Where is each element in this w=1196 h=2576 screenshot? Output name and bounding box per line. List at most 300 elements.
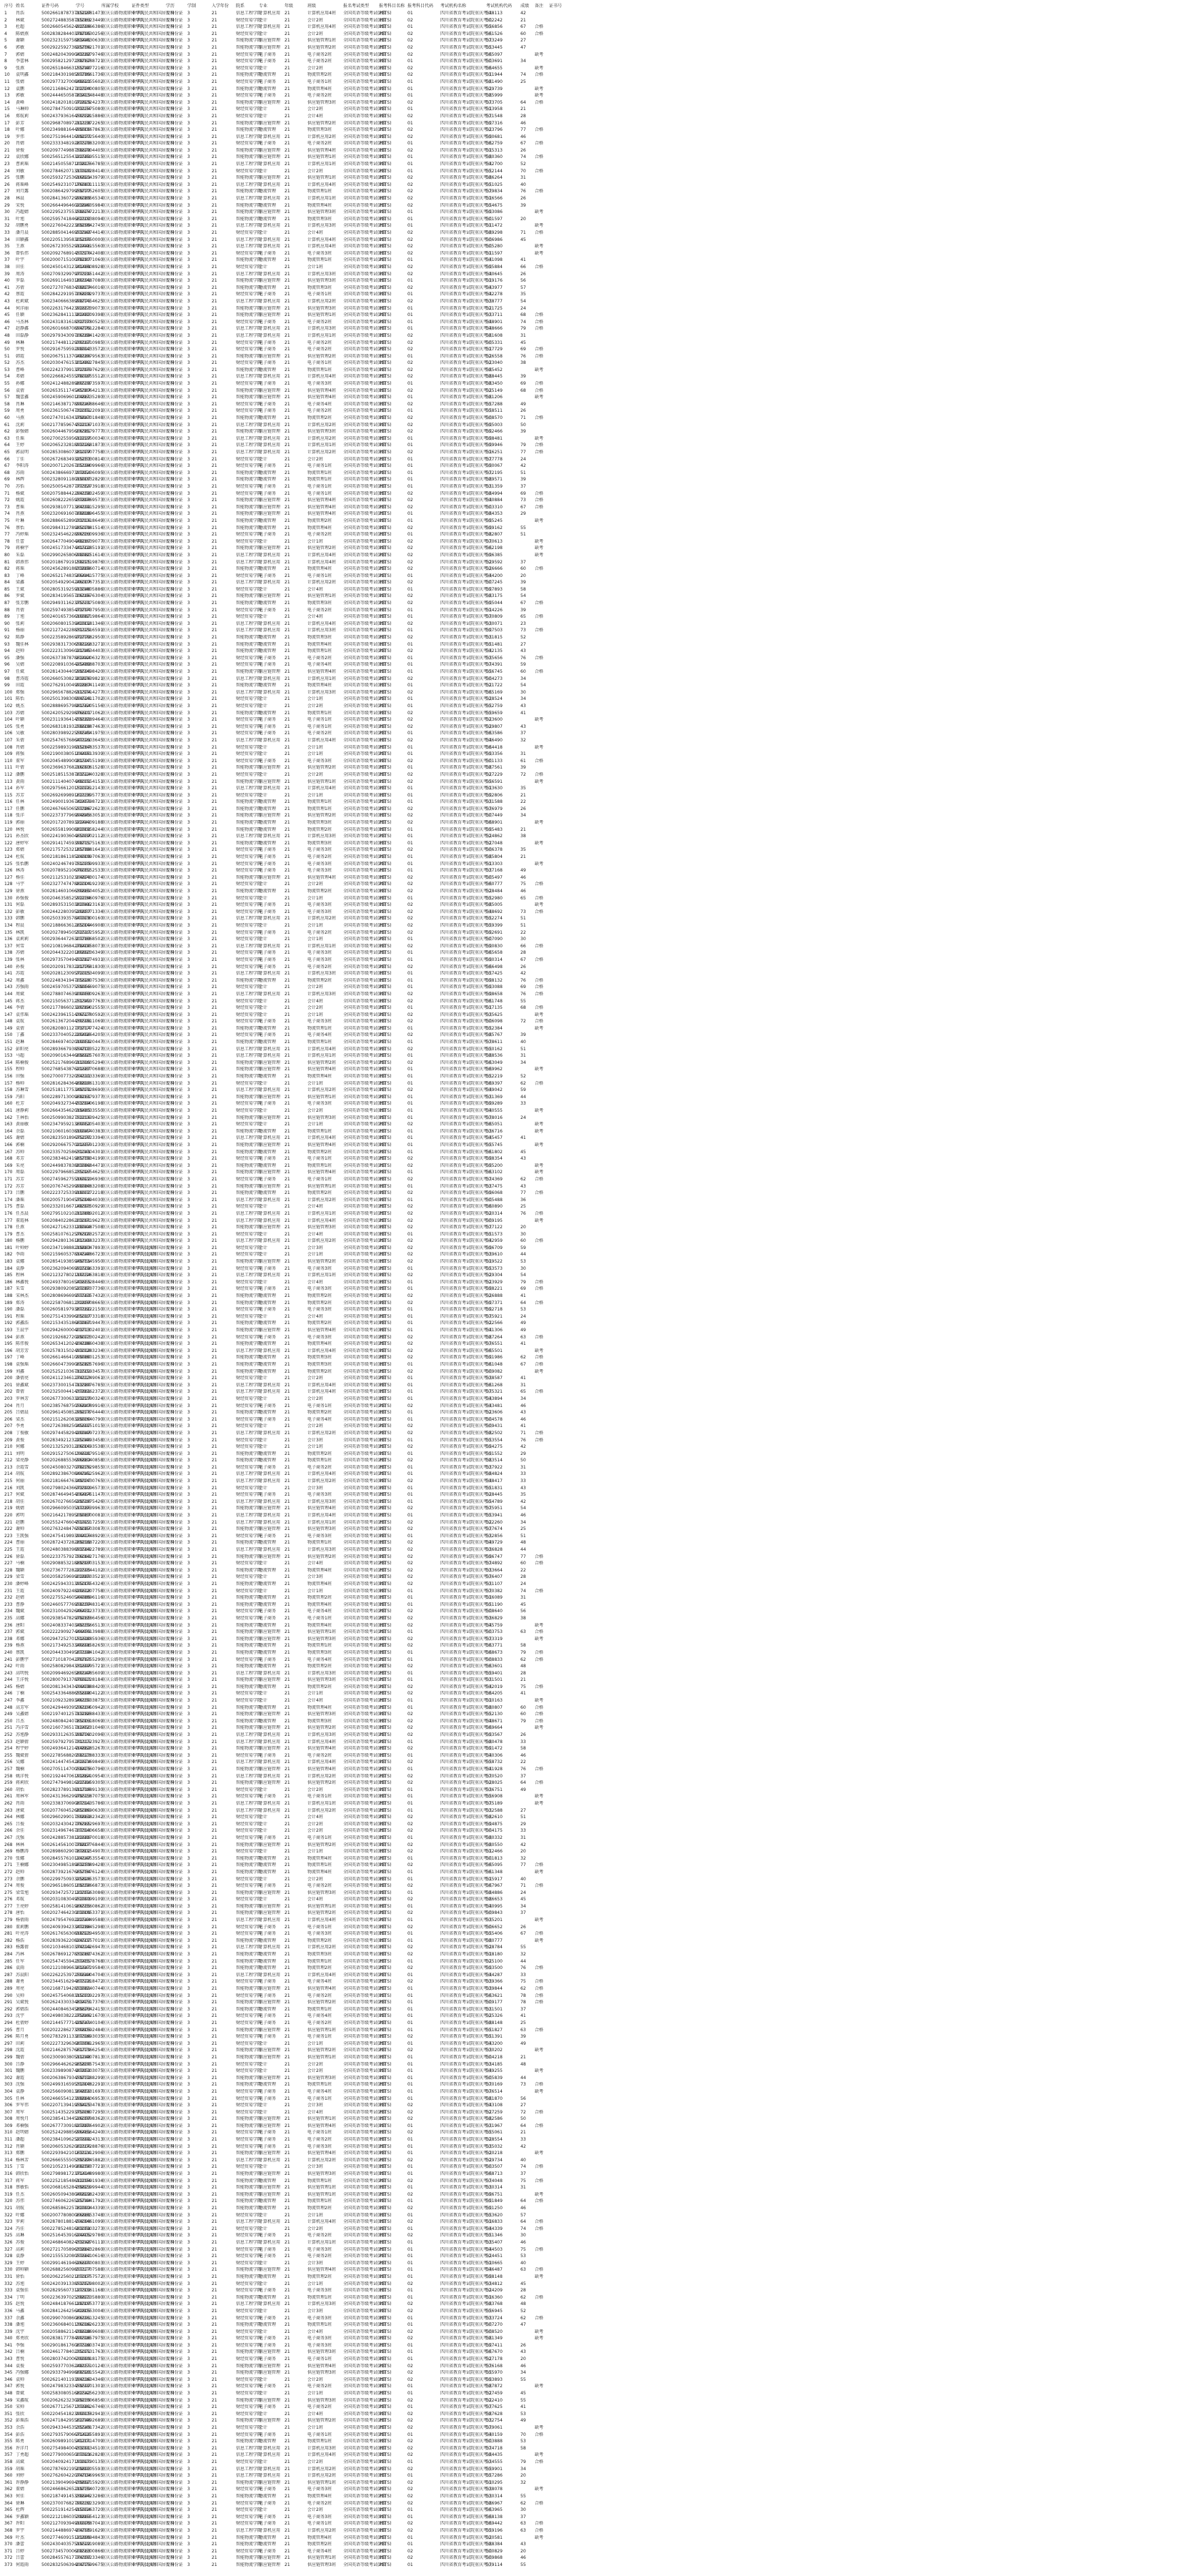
table-cell: 95 xyxy=(4,656,10,661)
table-cell: 计算机应用2班 xyxy=(307,916,336,921)
table-cell: 3 xyxy=(187,360,190,365)
table-cell: 罗伟 xyxy=(16,134,24,139)
table-cell: 物流管理4班 xyxy=(307,203,332,208)
table-cell: 全国英语等级考试(PETS) xyxy=(343,381,392,386)
table-cell: 专科 xyxy=(166,38,174,43)
table-cell: 重庆公路物流职业学院 xyxy=(102,498,144,503)
table-cell: 1级 xyxy=(379,209,386,214)
table-cell: 会计 xyxy=(259,1423,267,1428)
table-cell: 何雪 xyxy=(16,944,24,949)
table-cell: 3 xyxy=(187,1328,190,1333)
table-cell: 重庆公路物流职业学院 xyxy=(102,1115,144,1120)
table-cell: 21 xyxy=(212,1040,217,1045)
table-cell: 信息工程学院 xyxy=(236,560,262,565)
table-row xyxy=(0,65,1196,72)
table-cell: 四川省教育考试院重庆考点 xyxy=(440,203,492,208)
table-cell: 曾怡伟 xyxy=(16,251,29,256)
table-cell: 中华人民共和国居民身份证 xyxy=(132,1403,183,1408)
table-cell: 21 xyxy=(285,1067,290,1072)
table-cell: 信息工程学院 xyxy=(236,834,262,839)
table-cell: 01 xyxy=(407,971,413,976)
table-cell: 专科 xyxy=(166,779,174,784)
table-cell: 中华人民共和国居民身份证 xyxy=(132,223,183,228)
table-cell: 500232774747882004 xyxy=(41,882,91,887)
table-cell: 221 xyxy=(4,1520,12,1525)
table-cell: 专科 xyxy=(166,1526,174,1531)
table-cell: 575951 xyxy=(486,1506,503,1511)
table-cell: 四川省教育考试院重庆考点 xyxy=(440,662,492,667)
table-cell: 500267230552912446 xyxy=(41,244,91,249)
table-cell: 全国英语等级考试(PETS) xyxy=(343,114,392,119)
table-cell: 21 xyxy=(285,1479,290,1484)
table-cell: 2级 xyxy=(379,1238,386,1243)
table-cell: 21 xyxy=(212,381,217,386)
table-cell: 2级 xyxy=(379,175,386,180)
table-cell: 2级 xyxy=(379,868,386,873)
table-cell: 511944 xyxy=(486,72,503,77)
table-cell: 中华人民共和国居民身份证 xyxy=(132,944,183,949)
table-cell: 合格 xyxy=(535,1362,543,1367)
table-cell: 智能物流学院 xyxy=(236,1184,262,1189)
table-cell: 184 xyxy=(4,1266,12,1271)
table-cell: 587561 xyxy=(486,765,503,770)
table-cell: 专科 xyxy=(166,751,174,756)
table-cell: 计算机应用4班 xyxy=(307,374,336,379)
table-cell: 154 xyxy=(4,1060,12,1065)
table-cell: 573705 xyxy=(486,100,503,105)
table-cell: 78 xyxy=(4,539,10,544)
table-cell: 3 xyxy=(187,1451,190,1456)
table-cell: 2021605294 xyxy=(76,1060,103,1065)
table-cell: 526666 xyxy=(486,566,503,571)
table-cell: 3 xyxy=(187,251,190,256)
table-cell: 71 xyxy=(4,491,10,496)
table-cell: 信息工程学院 xyxy=(236,1198,262,1203)
table-cell: 21 xyxy=(212,127,217,132)
table-cell: 专科 xyxy=(166,59,174,64)
table-cell: 计算机应用 xyxy=(259,326,280,331)
table-cell: 会计2班 xyxy=(307,1396,323,1401)
table-cell: 01 xyxy=(407,628,413,633)
table-cell: 中华人民共和国居民身份证 xyxy=(132,59,183,64)
table-cell: 2级 xyxy=(379,484,386,489)
table-cell: 2021688646 xyxy=(76,402,103,407)
table-cell: 四川省教育考试院重庆考点 xyxy=(440,1177,492,1182)
table-cell: 专科 xyxy=(166,944,174,949)
table-cell: 专科 xyxy=(166,182,174,187)
table-cell: 重庆公路物流职业学院 xyxy=(102,470,144,475)
table-cell: 212 xyxy=(4,1458,12,1463)
table-cell: 500233201667148393 xyxy=(41,1204,91,1209)
table-cell: 500254765768647121 xyxy=(41,738,91,743)
table-cell: 供应链管理 xyxy=(259,1328,280,1333)
table-cell: 526558 xyxy=(486,354,503,359)
table-cell: 500217786602320364 xyxy=(41,1005,91,1010)
table-cell: 509195 xyxy=(486,1218,503,1223)
table-cell: 43 xyxy=(520,1184,526,1189)
table-cell: 财经贸易学院 xyxy=(236,724,262,729)
table-cell: 20 xyxy=(520,1225,526,1230)
table-cell: 71 xyxy=(520,230,526,235)
table-cell: 林悦 xyxy=(16,827,24,832)
table-cell: 21 xyxy=(212,1122,217,1127)
table-cell: 张林 xyxy=(16,957,24,962)
table-cell: 218 xyxy=(4,1499,12,1504)
table-row xyxy=(0,428,1196,435)
table-cell: 1级 xyxy=(379,1383,386,1388)
table-cell: 556745 xyxy=(486,669,503,674)
table-cell: 21 xyxy=(285,642,290,647)
table-cell: 2021977216 xyxy=(76,66,103,71)
table-cell: 全国英语等级考试(PETS) xyxy=(343,621,392,626)
table-cell: 46 xyxy=(520,889,526,894)
table-cell: 500243793616450338 xyxy=(41,114,91,119)
table-cell: 21 xyxy=(285,189,290,194)
table-cell: 计算机应用 xyxy=(259,272,280,277)
table-cell: 张燕 xyxy=(16,66,24,71)
table-cell: 2021974414 xyxy=(76,230,103,235)
table-row xyxy=(0,44,1196,51)
table-cell: 01 xyxy=(407,1465,413,1470)
table-cell: 520314 xyxy=(486,1211,503,1216)
table-cell: 70 xyxy=(4,484,10,489)
table-cell: 智能物流学院 xyxy=(236,1458,262,1463)
table-cell: 21 xyxy=(212,134,217,139)
table-cell: 37 xyxy=(4,257,10,262)
table-cell: 599162 xyxy=(486,525,503,531)
table-cell: 01 xyxy=(407,656,413,661)
table-cell: 2021560714 xyxy=(76,566,103,571)
table-cell: 黄俊 xyxy=(16,1438,24,1443)
table-cell: 561748 xyxy=(486,999,503,1004)
table-row xyxy=(0,195,1196,202)
table-cell: 中华人民共和国居民身份证 xyxy=(132,1074,183,1079)
table-cell: 重庆公路物流职业学院 xyxy=(102,347,144,352)
table-cell: 21 xyxy=(285,1081,290,1086)
table-cell: 四川省教育考试院重庆考点 xyxy=(440,1280,492,1285)
table-cell: 专科 xyxy=(166,326,174,331)
table-cell: 会计1班 xyxy=(307,1012,323,1017)
table-cell: 73 xyxy=(520,909,526,914)
table-cell: 四川省教育考试院重庆考点 xyxy=(440,59,492,64)
table-cell: 肖月 xyxy=(16,1403,24,1408)
table-cell: 62 xyxy=(520,1177,526,1182)
table-cell: 2级 xyxy=(379,751,386,756)
table-cell: 21 xyxy=(212,827,217,832)
table-cell: 87 xyxy=(4,601,10,606)
table-cell: 2级 xyxy=(379,745,386,750)
table-cell: 3 xyxy=(187,436,190,441)
table-cell: 四川省教育考试院重庆考点 xyxy=(440,601,492,606)
table-cell: 全国英语等级考试(PETS) xyxy=(343,580,392,585)
table-cell: 专科 xyxy=(166,1074,174,1079)
table-cell: 物流管理2班 xyxy=(307,889,332,894)
table-cell: 全国英语等级考试(PETS) xyxy=(343,1403,392,1408)
table-cell: 01 xyxy=(407,408,413,413)
table-row xyxy=(0,31,1196,38)
table-cell: 智能物流学院 xyxy=(236,546,262,551)
table-cell: 供应链管理1班 xyxy=(307,1184,336,1189)
table-cell: 全国英语等级考试(PETS) xyxy=(343,423,392,428)
table-cell: 会计 xyxy=(259,107,267,112)
table-cell: 信息工程学院 xyxy=(236,916,262,921)
table-cell: 重庆公路物流职业学院 xyxy=(102,834,144,839)
table-cell: 519522 xyxy=(486,1259,503,1264)
table-cell: 合格 xyxy=(535,169,543,174)
table-cell: 四川省教育考试院重庆考点 xyxy=(440,1369,492,1374)
table-cell: 500297357049453367 xyxy=(41,957,91,962)
table-cell: 21 xyxy=(212,278,217,283)
table-cell: 2级 xyxy=(379,690,386,695)
table-cell: 505331 xyxy=(486,340,503,345)
table-cell: 中华人民共和国居民身份证 xyxy=(132,182,183,187)
table-cell: 21 xyxy=(212,1163,217,1168)
table-cell: 物流管理 xyxy=(259,827,276,832)
table-cell: 电子商务 xyxy=(259,532,276,537)
table-cell: 67 xyxy=(520,601,526,606)
table-cell: 会计 xyxy=(259,66,267,71)
table-cell: 物流管理3班 xyxy=(307,820,332,825)
table-cell: 重庆公路物流职业学院 xyxy=(102,635,144,640)
table-cell: 2021302401 xyxy=(76,1328,103,1333)
table-cell: 02 xyxy=(407,333,413,338)
table-cell: 全国英语等级考试(PETS) xyxy=(343,772,392,777)
table-cell: 缺考 xyxy=(535,66,543,71)
table-cell: 专科 xyxy=(166,896,174,901)
table-cell: 500202789450552517 xyxy=(41,930,91,935)
table-row xyxy=(0,92,1196,99)
table-cell: 专科 xyxy=(166,1108,174,1113)
table-cell: 01 xyxy=(407,1101,413,1106)
table-cell: 2021805886 xyxy=(76,587,103,592)
table-cell: 合格 xyxy=(535,759,543,764)
table-cell: 重庆公路物流职业学院 xyxy=(102,154,144,159)
table-cell: 215 xyxy=(4,1479,12,1484)
table-cell: 中华人民共和国居民身份证 xyxy=(132,937,183,942)
table-row xyxy=(0,86,1196,93)
table-cell: 21 xyxy=(212,971,217,976)
table-cell: 21 xyxy=(212,1280,217,1285)
table-cell: 刘明 xyxy=(16,1451,24,1456)
table-cell: 罗悦 xyxy=(16,347,24,352)
table-cell: 3 xyxy=(187,1431,190,1436)
table-cell: 四川省教育考试院重庆考点 xyxy=(440,1101,492,1106)
table-cell: 217 xyxy=(4,1492,12,1497)
table-cell: 郭晨明 xyxy=(16,450,29,455)
table-cell: 中华人民共和国居民身份证 xyxy=(132,724,183,729)
table-cell: 02 xyxy=(407,1163,413,1168)
table-cell: 1级 xyxy=(379,1499,386,1504)
table-cell: 专科 xyxy=(166,1087,174,1092)
table-cell: 四川省教育考试院重庆考点 xyxy=(440,237,492,242)
table-cell: 专科 xyxy=(166,1081,174,1086)
table-cell: 叶旭 xyxy=(16,217,24,222)
table-cell: 3 xyxy=(187,333,190,338)
table-cell: 553941 xyxy=(486,1513,503,1518)
table-cell: 合格 xyxy=(535,450,543,455)
table-cell: 2级 xyxy=(379,320,386,325)
table-cell: 21 xyxy=(285,306,290,311)
table-cell: 21 xyxy=(285,1438,290,1443)
table-cell: 四川省教育考试院重庆考点 xyxy=(440,759,492,764)
table-cell: 3 xyxy=(187,93,190,98)
table-cell: 214 xyxy=(4,1471,12,1476)
table-cell: 2021318649 xyxy=(76,518,103,523)
table-cell: 3 xyxy=(187,1053,190,1058)
table-cell: 计算机应用 xyxy=(259,1273,280,1278)
table-cell: 周鑫 xyxy=(16,978,24,983)
table-cell: 3 xyxy=(187,395,190,400)
table-cell: 216 xyxy=(4,1486,12,1491)
table-cell: 21 xyxy=(212,1513,217,1518)
table-cell: 500276324847659087 xyxy=(41,1526,91,1531)
table-cell: 21 xyxy=(212,614,217,619)
table-cell: 500210819684278400 xyxy=(41,944,91,949)
table-cell: 专科 xyxy=(166,601,174,606)
table-cell: 523040 xyxy=(486,360,503,365)
table-cell: 507090 xyxy=(486,937,503,942)
table-cell: 01 xyxy=(407,1129,413,1134)
table-cell: 四川省教育考试院重庆考点 xyxy=(440,539,492,544)
table-cell: 智能物流学院 xyxy=(236,1259,262,1264)
table-cell: 会计 xyxy=(259,1232,267,1237)
table-cell: 2021219864 xyxy=(76,614,103,619)
table-cell: 专科 xyxy=(166,477,174,482)
table-cell: 专科 xyxy=(166,1115,174,1120)
table-cell: 物流管理 xyxy=(259,127,276,132)
table-cell: 507449 xyxy=(486,813,503,818)
table-cell: 重庆公路物流职业学院 xyxy=(102,751,144,756)
table-cell: 计算机应用 xyxy=(259,560,280,565)
table-cell: 39 xyxy=(520,608,526,613)
table-cell: 53 xyxy=(520,1259,526,1264)
table-cell: 蒋楠宇 xyxy=(16,546,29,551)
table-cell: 157 xyxy=(4,1081,12,1086)
table-cell: 42 xyxy=(4,292,10,297)
table-cell: 缺考 xyxy=(535,1026,543,1031)
table-cell: 专科 xyxy=(166,1554,174,1559)
table-cell: 会计2班 xyxy=(307,704,323,709)
table-cell: 21 xyxy=(520,854,526,859)
table-cell: 1级 xyxy=(379,1438,386,1443)
table-cell: 500220891036425482 xyxy=(41,662,91,667)
table-cell: 01 xyxy=(407,518,413,523)
table-cell: 552759 xyxy=(486,704,503,709)
table-cell: 计算机应用1班 xyxy=(307,1520,336,1525)
table-cell: 计算机应用 xyxy=(259,1218,280,1223)
table-cell: 53 xyxy=(520,1307,526,1312)
table-cell: 2021593457 xyxy=(76,1369,103,1374)
table-cell: 21 xyxy=(212,292,217,297)
table-cell: 缺考 xyxy=(535,1122,543,1127)
table-cell: 508570 xyxy=(486,415,503,420)
table-cell: 计算机应用4班 xyxy=(307,738,336,743)
table-cell: 苏雨 xyxy=(16,470,24,475)
table-cell: 四川省教育考试院重庆考点 xyxy=(440,992,492,997)
table-cell: 50 xyxy=(520,1458,526,1463)
table-cell: 袁鹏 xyxy=(16,87,24,92)
table-cell: 胡航 xyxy=(16,1471,24,1476)
table-cell: 02 xyxy=(407,560,413,565)
table-cell: 中华人民共和国居民身份证 xyxy=(132,11,183,16)
table-cell: 569962 xyxy=(486,1067,503,1072)
table-cell: 500200712026705194 xyxy=(41,463,91,468)
table-cell: 1级 xyxy=(379,1074,386,1079)
table-cell: 2021672623 xyxy=(76,806,103,811)
table-cell: 43 xyxy=(4,299,10,304)
table-cell: 重庆公路物流职业学院 xyxy=(102,759,144,764)
table-cell: 物流管理 xyxy=(259,566,276,571)
table-cell: 224 xyxy=(4,1540,12,1545)
table-cell: 张勇 xyxy=(16,724,24,729)
table-cell: 2021064213 xyxy=(76,388,103,393)
table-cell: 21 xyxy=(285,738,290,743)
table-cell: 中华人民共和国居民身份证 xyxy=(132,175,183,180)
table-cell: 21 xyxy=(212,87,217,92)
table-cell: 1级 xyxy=(379,93,386,98)
table-cell: 中华人民共和国居民身份证 xyxy=(132,1259,183,1264)
table-cell: 21 xyxy=(285,491,290,496)
table-cell: 51 xyxy=(520,532,526,537)
table-cell: 2级 xyxy=(379,457,386,462)
table-cell: 01 xyxy=(407,463,413,468)
table-cell: 01 xyxy=(407,1499,413,1504)
table-cell: 582807 xyxy=(486,532,503,537)
table-cell: 中华人民共和国居民身份证 xyxy=(132,704,183,709)
table-cell: 智能物流学院 xyxy=(236,285,262,290)
table-cell: 01 xyxy=(407,1108,413,1113)
table-row xyxy=(0,401,1196,408)
table-cell: 529592 xyxy=(486,560,503,565)
table-cell: 供应链管理4班 xyxy=(307,148,336,153)
table-cell: 吴敏 xyxy=(16,731,24,736)
table-cell: 33 xyxy=(520,1479,526,1484)
table-cell: 会计 xyxy=(259,1314,267,1319)
table-cell: 电子商务3班 xyxy=(307,1534,332,1539)
table-cell: 全国英语等级考试(PETS) xyxy=(343,1005,392,1010)
table-cell: 合格 xyxy=(535,601,543,606)
table-cell: 54 xyxy=(4,374,10,379)
table-cell: 76 xyxy=(520,189,526,194)
table-cell: 中华人民共和国居民身份证 xyxy=(132,251,183,256)
table-cell: 42 xyxy=(520,11,526,16)
table-cell: 中华人民共和国居民身份证 xyxy=(132,847,183,852)
table-cell: 21 xyxy=(212,1369,217,1374)
table-cell: 2级 xyxy=(379,11,386,16)
table-cell: 中华人民共和国居民身份证 xyxy=(132,320,183,325)
table-cell: 专科 xyxy=(166,66,174,71)
table-cell: 四川省教育考试院重庆考点 xyxy=(440,457,492,462)
table-cell: 21 xyxy=(285,347,290,352)
table-cell: 中华人民共和国居民身份证 xyxy=(132,114,183,119)
table-cell: 21 xyxy=(285,593,290,598)
table-cell: 2级 xyxy=(379,984,386,990)
table-cell: 01 xyxy=(407,896,413,901)
table-cell: 1级 xyxy=(379,1047,386,1052)
table-cell: 2级 xyxy=(379,257,386,262)
table-cell: 561048 xyxy=(486,1362,503,1367)
table-cell: 四川省教育考试院重庆考点 xyxy=(440,292,492,297)
table-cell: 21 xyxy=(212,1534,217,1539)
table-cell: 500206080153942902 xyxy=(41,621,91,626)
table-cell: 21 xyxy=(212,992,217,997)
table-cell: 02 xyxy=(407,491,413,496)
table-cell: 全国英语等级考试(PETS) xyxy=(343,52,392,57)
table-cell: 计算机应用 xyxy=(259,333,280,338)
table-cell: 全国英语等级考试(PETS) xyxy=(343,841,392,846)
table-cell: 中华人民共和国居民身份证 xyxy=(132,1506,183,1511)
table-cell: 67 xyxy=(520,24,526,29)
